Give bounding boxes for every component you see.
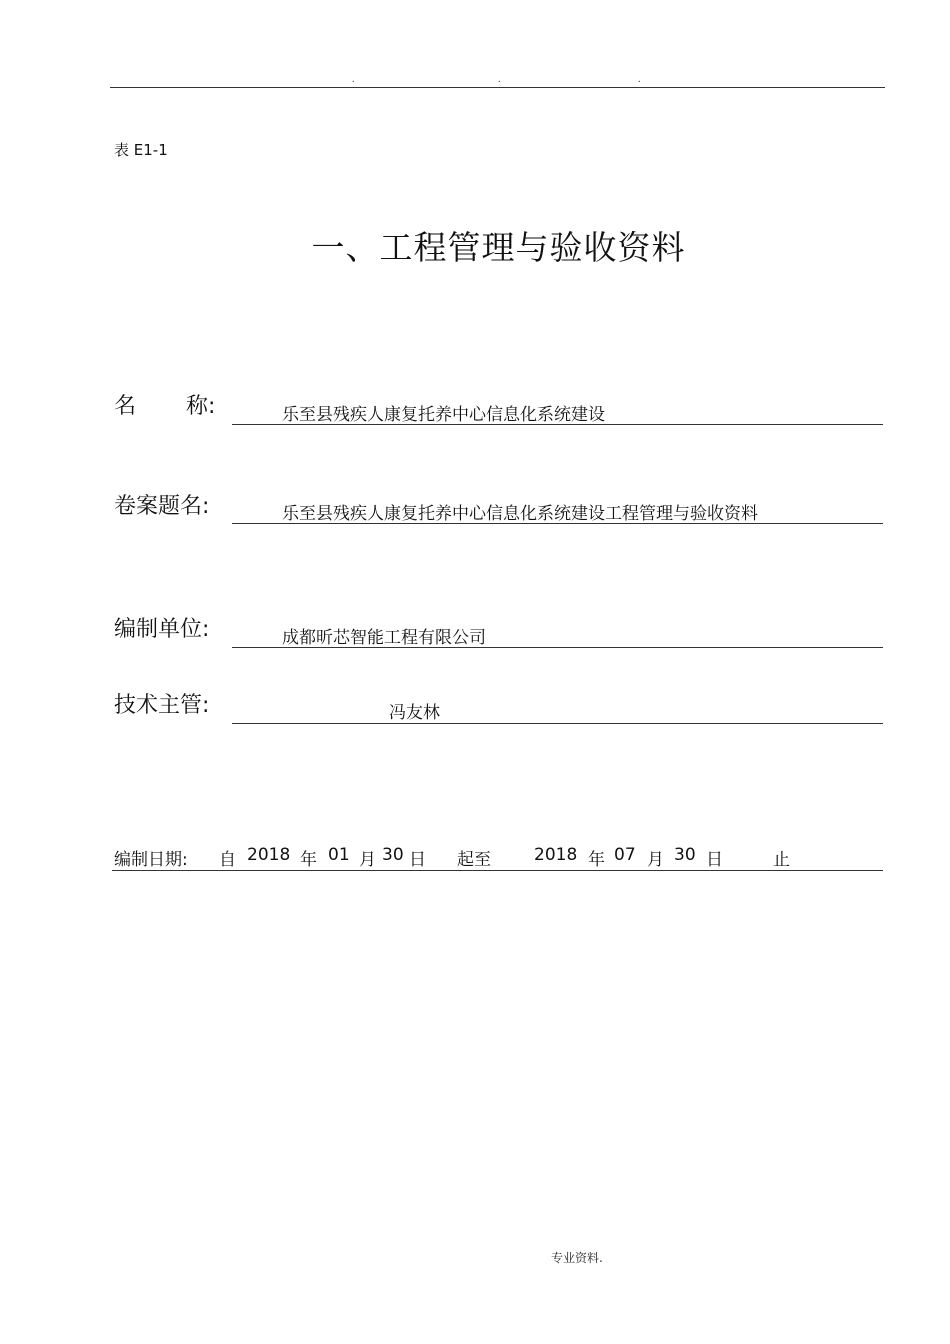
date-to-word: 起至 (457, 850, 491, 870)
tech-manager-underline (232, 723, 883, 724)
name-label-char-1: 名 (114, 394, 137, 419)
date-from-word: 自 (219, 850, 236, 870)
compiler-value: 成都昕芯智能工程有限公司 (282, 628, 486, 648)
volume-title-value: 乐至县残疾人康复托养中心信息化系统建设工程管理与验收资料 (282, 504, 758, 524)
date-day-word: 日 (706, 850, 723, 870)
compiler-underline (232, 647, 883, 648)
date-start-year: 2018 (247, 845, 291, 865)
name-value: 乐至县残疾人康复托养中心信息化系统建设 (282, 405, 605, 425)
date-end-month: 07 (614, 845, 636, 865)
page-title: 一、工程管理与验收资料 (311, 228, 686, 267)
volume-title-label: 卷案题名: (114, 494, 210, 519)
date-label: 编制日期: (114, 850, 188, 870)
date-underline (112, 870, 883, 871)
table-code: 表 E1-1 (114, 141, 168, 159)
name-underline (232, 424, 883, 425)
date-day-word: 日 (409, 850, 426, 870)
date-end-year: 2018 (534, 845, 578, 865)
header-dot: . (498, 74, 501, 85)
compiler-label: 编制单位: (114, 617, 210, 642)
date-month-word: 月 (647, 850, 664, 870)
date-start-day: 30 (382, 845, 404, 865)
date-month-word: 月 (359, 850, 376, 870)
date-end-word: 止 (773, 850, 790, 870)
tech-manager-label: 技术主管: (114, 693, 210, 718)
header-dot: . (638, 74, 641, 85)
date-end-day: 30 (674, 845, 696, 865)
date-year-word: 年 (300, 850, 317, 870)
volume-title-underline (232, 523, 883, 524)
date-year-word: 年 (588, 850, 605, 870)
header-rule (110, 87, 885, 88)
header-dot: . (352, 74, 355, 85)
tech-manager-value: 冯友林 (389, 703, 440, 723)
date-start-month: 01 (328, 845, 350, 865)
footer-note: 专业资料. (551, 1251, 603, 1265)
name-label-char-2: 称: (186, 394, 216, 419)
